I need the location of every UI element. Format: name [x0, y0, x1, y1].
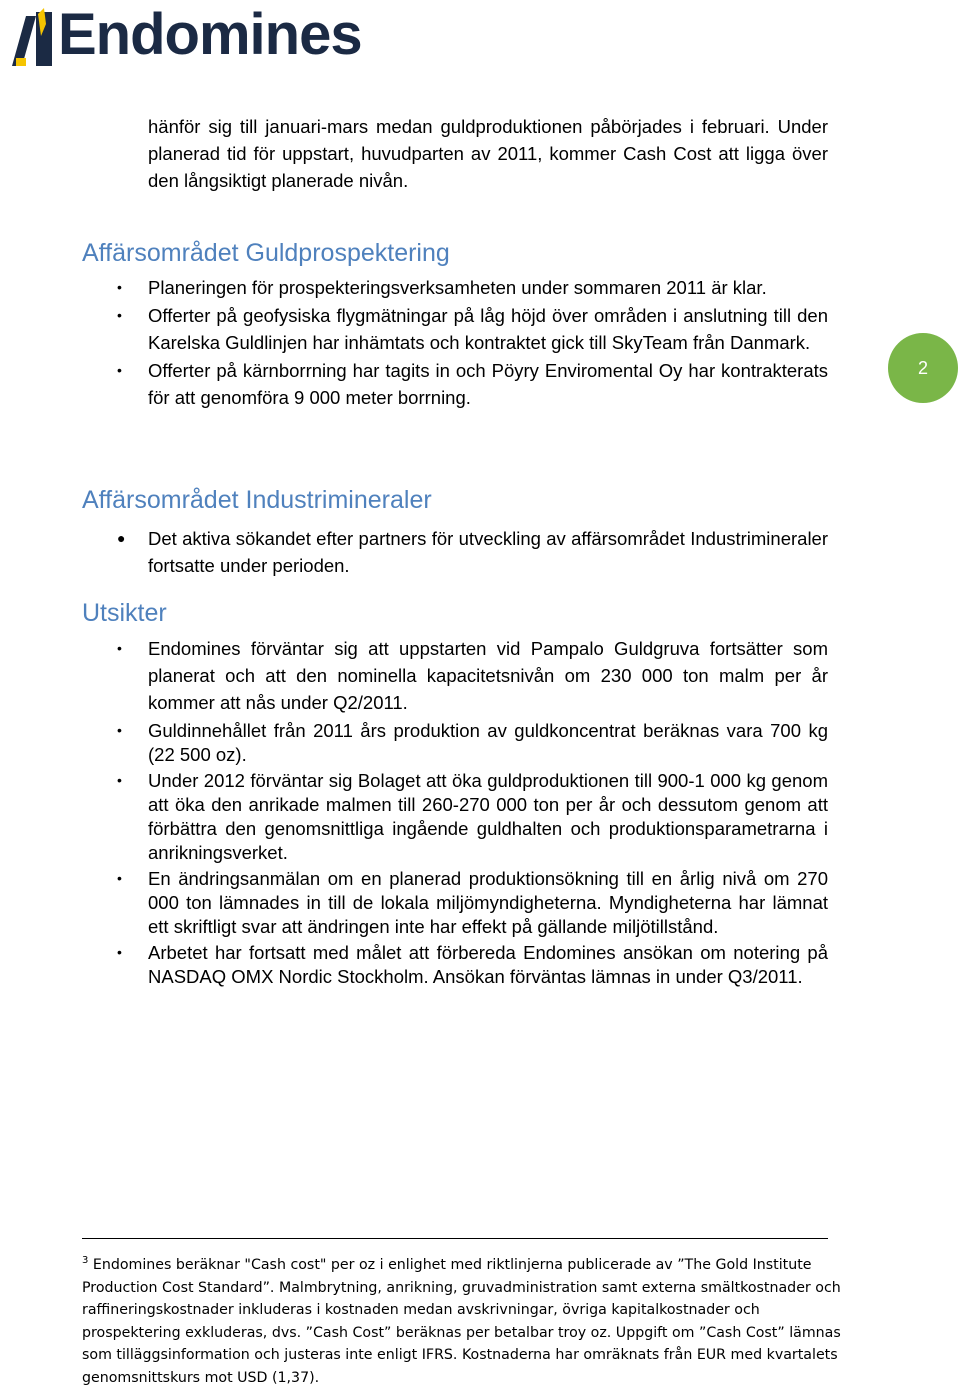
- bullet-icon: •: [117, 944, 122, 961]
- list-guldprospektering: [117, 274, 828, 412]
- list-item: • Planeringen för prospekteringsverksamheten under sommaren 2011 är klar.: [148, 274, 828, 301]
- list-item: • Offerter på kärnborrning har tagits in och Pöyry Enviromental Oy har kontrakterats för att genomföra 9 000 meter borrning.: [148, 357, 828, 411]
- footnote-divider: [82, 1238, 828, 1239]
- list-item: • Offerter på geofysiska flygmätningar på låg höjd över områden i anslutning till den Karelska Guldlinjen har inhämtats och kontraktet gick till SkyTeam från Danmark.: [148, 302, 828, 356]
- bullet-icon: •: [117, 722, 122, 738]
- bullet-icon: •: [117, 640, 122, 656]
- bullet-icon: •: [117, 307, 122, 323]
- list-item: • Arbetet har fortsatt med målet att förbereda Endomines ansökan om notering på NASDAQ OMX Nordic Stockholm. Ansökan förväntas lämnas in under Q3/2011.: [117, 942, 828, 988]
- intro-paragraph: hänför sig till januari-mars medan guldproduktionen påbörjades i februari. Under planerad tid för uppstart, huvudparten av 2011, kommer Cash Cost att ligga över den långsiktigt planerade nivån.: [148, 116, 828, 191]
- bullet-icon: •: [117, 772, 122, 789]
- page-number-badge: 2: [888, 333, 958, 403]
- list-item: ● Det aktiva sökandet efter partners för utveckling av affärsområdet Industrimineraler fortsatte under perioden.: [148, 525, 828, 579]
- bullet-icon: •: [117, 362, 122, 378]
- heading-guldprospektering: Affärsområdet Guldprospektering: [82, 239, 450, 267]
- list-item: • En ändringsanmälan om en planerad produktionsökning till en årlig nivå om 270 000 ton lämnades in till de lokala miljömyndigheterna. Myndigheterna har lämnat ett skriftligt svar att ändringen inte har effekt på gällande miljötillstånd.: [117, 868, 828, 937]
- bullet-icon: ●: [117, 530, 126, 546]
- footnote: [82, 1250, 842, 1389]
- list-item: • Guldinnehållet från 2011 års produktion av guldkoncentrat beräknas vara 700 kg (22 500 oz).: [117, 720, 828, 765]
- list-item: • Under 2012 förväntar sig Bolaget att öka guldproduktionen till 900-1 000 kg genom att öka den anrikade malmen till 260-270 000 ton per år och dessutom genom att förbättra den genomsnittliga ingående guldhalten och produktionsparametrarna i anrikningsverket.: [117, 770, 828, 863]
- footnote-marker: 3: [82, 1255, 89, 1266]
- footnote-text: Endomines beräknar "Cash cost" per oz i enlighet med riktlinjerna publicerade av ”The Gold Institute Production Cost Standard”. Malmbrytning, anrikning, gruvadministration samt externa smältkostnader och raffineringskostnader inkluderas i kostnaden medan avskrivningar, övriga kapitalkostnader och prospektering exkluderas, dvs. ”Cash Cost” beräknas per betalbar troy oz. Uppgift om ”Cash Cost” lämnas som tilläggsinformation och justeras inte enligt IFRS. Kostnaderna har omräknats från EUR med kvartalets genomsnittskurs mot USD (1,37).: [82, 1257, 841, 1386]
- list-industrimineraler: [117, 525, 828, 580]
- bullet-icon: •: [117, 870, 122, 887]
- list-item: • Endomines förväntar sig att uppstarten vid Pampalo Guldgruva fortsätter som planerat och att den nominella kapacitetsnivån om 230 000 ton malm per år kommer att nås under Q2/2011.: [148, 635, 828, 716]
- logo-text: Endomines: [58, 2, 362, 67]
- heading-industrimineraler: Affärsområdet Industrimineraler: [82, 486, 432, 514]
- heading-utsikter: Utsikter: [82, 599, 167, 627]
- list-utsikter: [117, 635, 828, 992]
- bullet-icon: •: [117, 279, 122, 295]
